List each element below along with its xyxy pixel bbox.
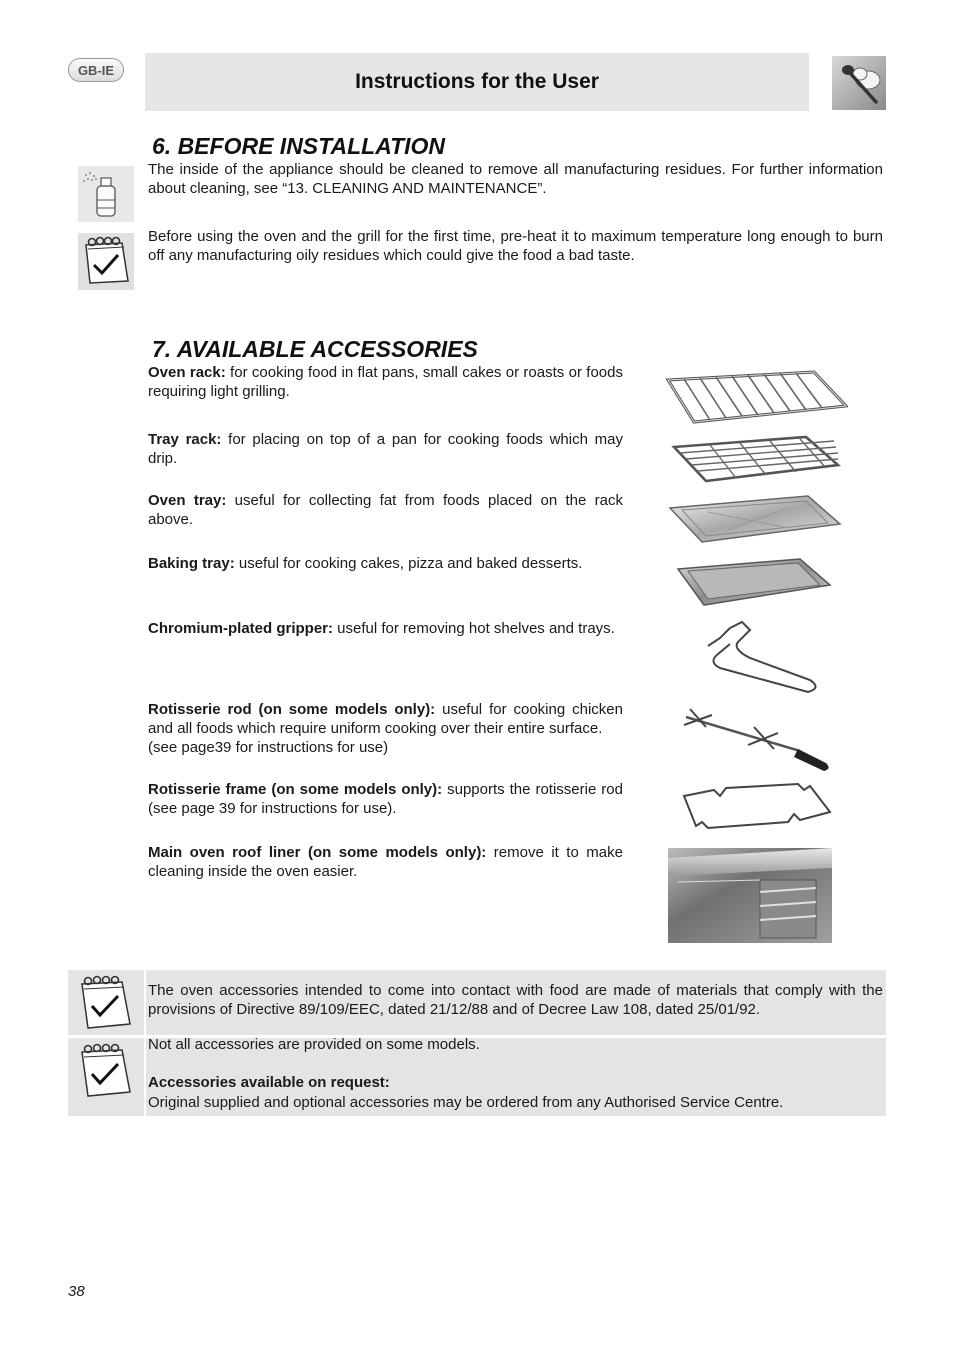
rotisserie-frame-icon xyxy=(678,782,834,830)
gripper-icon xyxy=(690,618,822,696)
accessory-name: Main oven roof liner (on some models only): xyxy=(148,844,487,861)
accessory-gripper-text xyxy=(148,619,623,638)
chef-spoon-icon xyxy=(832,56,886,110)
accessory-name: Rotisserie frame (on some models only): xyxy=(148,781,443,798)
section-title-before-installation: 6. BEFORE INSTALLATION xyxy=(152,133,446,159)
availability-note xyxy=(146,1038,886,1116)
section-title-available-accessories: 7. AVAILABLE ACCESSORIES xyxy=(152,336,478,362)
directive-note xyxy=(146,970,886,1035)
accessory-desc: useful for removing hot shelves and trays. xyxy=(333,620,615,637)
tray-rack-icon xyxy=(670,433,842,485)
accessory-name: Chromium-plated gripper: xyxy=(148,620,334,637)
not-all-text: Not all accessories are provided on some models. xyxy=(148,1036,480,1053)
directive-text: The oven accessories intended to come into contact with food are made of materials that comply with the provisions of Directive 89/109/EEC, dated 21/12/88 and of Decree Law 108, dated 25/01/92. xyxy=(148,982,883,1018)
accessory-name: Tray rack: xyxy=(148,431,222,448)
accessory-name: Baking tray: xyxy=(148,555,235,572)
notepad-check-icon xyxy=(68,1038,144,1116)
accessory-name: Rotisserie rod (on some models only): xyxy=(148,701,436,718)
accessory-baking-tray-text xyxy=(148,554,623,573)
oven-rack-icon xyxy=(664,366,848,426)
accessory-desc: remove it to make cleaning inside the oven easier. xyxy=(148,844,623,880)
cleaning-paragraph: The inside of the appliance should be cleaned to remove all manufacturing residues. For further information about cleaning, see “13. CLEANING AND MAINTENANCE”. xyxy=(148,161,883,197)
accessory-tray-rack-text xyxy=(148,430,623,468)
roof-liner-icon xyxy=(668,848,832,943)
page-title: Instructions for the User xyxy=(355,70,599,93)
accessory-desc: useful for collecting fat from foods placed on the rack above. xyxy=(148,492,623,528)
rotisserie-rod-icon xyxy=(682,703,832,775)
spray-bottle-icon xyxy=(78,166,134,222)
notepad-check-icon xyxy=(78,233,134,290)
accessory-oven-tray-text xyxy=(148,491,623,529)
accessory-oven-rack-text xyxy=(148,363,623,401)
language-badge: GB-IE xyxy=(68,58,124,82)
notepad-check-icon xyxy=(68,970,144,1035)
accessory-desc: supports the rotisserie rod (see page 39 for instructions for use). xyxy=(148,781,623,817)
request-text: Original supplied and optional accessories may be ordered from any Authorised Service Centre. xyxy=(148,1094,784,1111)
accessory-roof-liner-text xyxy=(148,843,623,881)
accessory-desc: useful for cooking cakes, pizza and baked desserts. xyxy=(234,555,583,572)
baking-tray-icon xyxy=(676,557,832,609)
accessory-desc: for cooking food in flat pans, small cakes or roasts or foods requiring light grilling. xyxy=(148,364,623,400)
accessory-name: Oven tray: xyxy=(148,492,227,509)
accessory-rotisserie-frame-text xyxy=(148,780,623,818)
accessory-desc: useful for cooking chicken and all foods which require uniform cooking over their entire surface. xyxy=(148,701,623,737)
page-number: 38 xyxy=(68,1283,85,1300)
accessory-extra: (see page39 for instructions for use) xyxy=(148,739,389,756)
header-bar xyxy=(145,53,809,111)
accessory-desc: for placing on top of a pan for cooking foods which may drip. xyxy=(148,431,623,467)
request-heading: Accessories available on request: xyxy=(148,1074,390,1091)
accessory-rotisserie-rod-text xyxy=(148,700,623,757)
oven-tray-icon xyxy=(668,494,842,546)
accessory-name: Oven rack: xyxy=(148,364,226,381)
preheat-paragraph: Before using the oven and the grill for the first time, pre-heat it to maximum temperature long enough to burn off any manufacturing oily residues which could give the food a bad taste. xyxy=(148,228,883,264)
